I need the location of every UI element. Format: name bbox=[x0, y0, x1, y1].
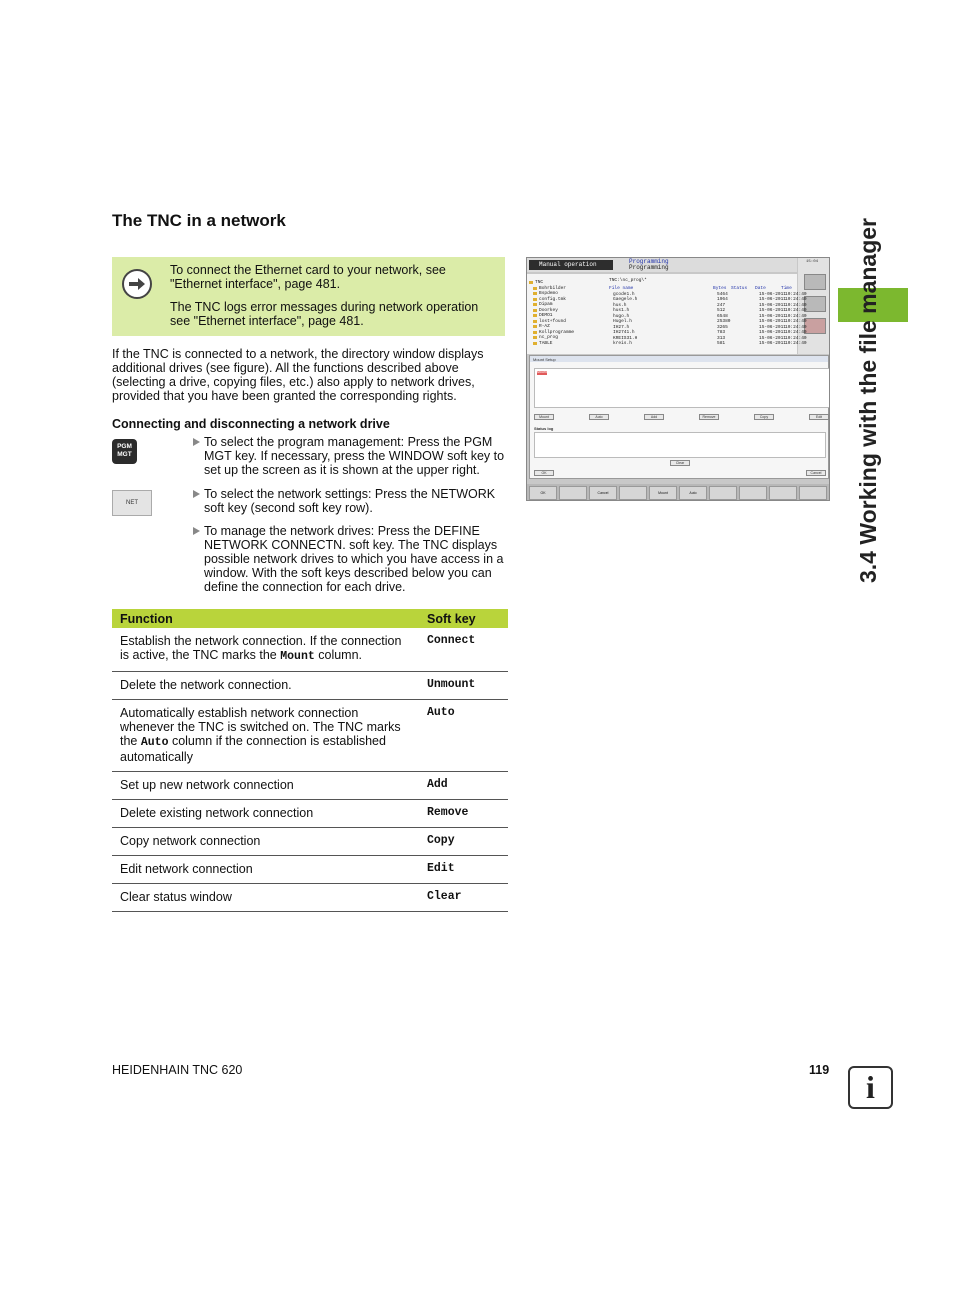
mount-setup-dialog bbox=[529, 355, 829, 479]
softkey[interactable] bbox=[679, 486, 707, 500]
dialog-button[interactable] bbox=[534, 414, 554, 420]
softkey-label: OK bbox=[540, 491, 546, 495]
mode-manual-operation: Manual operation bbox=[529, 260, 613, 270]
footer-product: HEIDENHAIN TNC 620 bbox=[112, 1063, 243, 1077]
softkey-label: Mount bbox=[658, 491, 668, 495]
mount-column-label: Mount bbox=[537, 370, 547, 374]
folder-icon bbox=[533, 336, 537, 339]
dialog-button[interactable] bbox=[589, 414, 609, 420]
file-list bbox=[609, 278, 807, 347]
tree-item-label: Bohrbilder bbox=[539, 285, 567, 291]
step-3-text: To manage the network drives: Press the DEFINE NETWORK CONNECTN. soft key. The TNC displays possible network drives to which you have access in a window. With the soft keys described below you can define the connection for each drive. bbox=[204, 524, 504, 594]
step-3 bbox=[193, 524, 509, 594]
function-description bbox=[112, 700, 419, 772]
dialog-button-label: Add bbox=[650, 415, 658, 419]
file-rows bbox=[609, 291, 807, 347]
softkey[interactable] bbox=[649, 486, 677, 500]
list-cell: hugo.h bbox=[613, 313, 630, 319]
list-cell: hus.h bbox=[613, 302, 627, 308]
ok-button[interactable] bbox=[534, 470, 554, 476]
table-row bbox=[112, 628, 508, 672]
inline-code: Auto bbox=[140, 736, 169, 749]
list-cell: 15-06-2011 bbox=[759, 341, 787, 346]
function-description bbox=[112, 628, 419, 672]
net-softkey-label: NET bbox=[126, 500, 138, 506]
list-cell: 512 bbox=[717, 308, 726, 313]
folder-icon bbox=[533, 303, 537, 306]
softkey[interactable] bbox=[709, 486, 737, 500]
list-cell: 10:24:40 bbox=[785, 319, 807, 324]
function-text: Copy network connection bbox=[120, 834, 261, 848]
folder-icon bbox=[529, 281, 533, 284]
dialog-button[interactable] bbox=[699, 414, 719, 420]
tree-item-label: Dipam bbox=[539, 302, 553, 307]
list-cell: 15-06-2011 bbox=[759, 313, 787, 319]
function-description bbox=[112, 772, 419, 800]
tree-item-label: Doorkey bbox=[539, 307, 558, 313]
dialog-title: Mount Setup bbox=[533, 357, 556, 362]
tree-item-label: TNC bbox=[535, 280, 544, 285]
cancel-button[interactable] bbox=[806, 470, 826, 476]
step-2 bbox=[193, 487, 509, 515]
folder-icon bbox=[533, 342, 537, 345]
list-cell: Gaegele.h bbox=[613, 297, 638, 302]
step-1-text: To select the program management: Press the PGM MGT key. If necessary, press the WINDOW soft key to set up the screen as it is shown at the upper right. bbox=[204, 435, 505, 477]
softkey-function-table bbox=[112, 609, 508, 912]
tree-item-label: Kollprogramme bbox=[539, 329, 575, 335]
list-column-header: Bytes bbox=[713, 285, 727, 291]
list-cell: 313 bbox=[717, 335, 726, 341]
step-arrow-icon bbox=[193, 490, 200, 498]
dialog-button-label: Auto bbox=[595, 415, 603, 419]
function-text: Automatically establish network connection whenever the TNC is switched on. The TNC marks the bbox=[120, 706, 401, 748]
list-cell: 15-06-2011 bbox=[759, 302, 787, 308]
function-text: Establish the network connection. If the connection is active, the TNC marks the bbox=[120, 634, 402, 662]
list-cell: IH2741.h bbox=[613, 330, 635, 335]
list-cell: 10:24:40 bbox=[785, 302, 807, 308]
list-cell: 15-06-2011 bbox=[759, 297, 787, 302]
function-text: Clear status window bbox=[120, 890, 232, 904]
table-row bbox=[112, 884, 508, 912]
step-arrow-icon bbox=[193, 527, 200, 535]
dialog-button[interactable] bbox=[809, 414, 829, 420]
dialog-button-label: Edit bbox=[815, 415, 823, 419]
list-cell: 15-06-2011 bbox=[759, 308, 787, 313]
list-cell: 10:24:40 bbox=[785, 308, 807, 313]
section-title: The TNC in a network bbox=[112, 211, 286, 230]
subheading: Connecting and disconnecting a network drive bbox=[112, 417, 390, 431]
tree-item-label: config.tmk bbox=[539, 296, 567, 302]
softkey[interactable] bbox=[769, 486, 797, 500]
arrow-right-icon bbox=[122, 269, 152, 299]
list-cell: 5464 bbox=[717, 291, 728, 297]
softkey-name: Remove bbox=[419, 800, 508, 828]
softkey-name: Clear bbox=[419, 884, 508, 912]
net-softkey[interactable] bbox=[112, 490, 152, 516]
softkey[interactable] bbox=[529, 486, 557, 500]
folder-icon bbox=[533, 320, 537, 323]
table-row bbox=[112, 700, 508, 772]
function-text: Delete existing network connection bbox=[120, 806, 314, 820]
table-row bbox=[112, 856, 508, 884]
list-cell: 10:24:40 bbox=[785, 335, 807, 341]
folder-icon bbox=[533, 287, 537, 290]
table-row bbox=[112, 772, 508, 800]
softkey-label: Cancel bbox=[597, 491, 609, 495]
function-text: Set up new network connection bbox=[120, 778, 294, 792]
list-cell: hus1.h bbox=[613, 308, 630, 313]
function-description bbox=[112, 672, 419, 700]
dialog-button[interactable] bbox=[644, 414, 664, 420]
list-cell: kreis.h bbox=[613, 341, 632, 346]
table-header-function: Function bbox=[112, 609, 419, 628]
info-icon bbox=[848, 1066, 893, 1109]
dialog-title-bar bbox=[530, 356, 828, 362]
list-cell: 6548 bbox=[717, 313, 728, 319]
softkey-row bbox=[527, 484, 830, 501]
panel-icon bbox=[804, 274, 826, 290]
tree-item-label: TABLE bbox=[539, 340, 553, 346]
folder-icon bbox=[533, 292, 537, 295]
list-cell: 10:24:40 bbox=[785, 313, 807, 319]
softkey[interactable] bbox=[589, 486, 617, 500]
list-cell: 3265 bbox=[717, 324, 728, 330]
tree-item-label: lost+found bbox=[539, 318, 567, 324]
step-arrow-icon bbox=[193, 438, 200, 446]
softkey-name: Add bbox=[419, 772, 508, 800]
list-cell: 783 bbox=[717, 330, 726, 335]
note-box bbox=[112, 257, 505, 336]
tree-item-label: DEMO1 bbox=[539, 313, 553, 318]
softkey[interactable] bbox=[739, 486, 767, 500]
pgm-mgt-key-label: PGM MGT bbox=[117, 443, 132, 458]
list-cell: 10:24:40 bbox=[785, 324, 807, 330]
list-cell: gcode1.h bbox=[613, 291, 635, 297]
dialog-button[interactable] bbox=[754, 414, 774, 420]
inline-code: Mount bbox=[280, 650, 315, 663]
list-cell: IH27.h bbox=[613, 324, 630, 330]
function-description bbox=[112, 828, 419, 856]
softkey-name: Connect bbox=[419, 628, 508, 672]
tree-item-label: nc_prog bbox=[539, 335, 558, 340]
status-log bbox=[534, 432, 826, 458]
table-row bbox=[112, 672, 508, 700]
list-cell: 10:24:40 bbox=[785, 341, 807, 346]
list-cell: 15-06-2011 bbox=[759, 291, 787, 297]
list-cell: 581 bbox=[717, 341, 726, 346]
list-cell: 1964 bbox=[717, 297, 728, 302]
intro-paragraph: If the TNC is connected to a network, the directory window displays additional drives (see figure). All the functions described above (selecting a drive, copying files, etc.) also apply to network drives, provided that you have been granted the corresponding rights. bbox=[112, 347, 484, 403]
list-cell: 10:24:40 bbox=[785, 291, 807, 297]
softkey[interactable] bbox=[559, 486, 587, 500]
softkey[interactable] bbox=[619, 486, 647, 500]
ok-button-label: OK bbox=[541, 471, 547, 475]
cancel-button-label: Cancel bbox=[810, 471, 822, 475]
folder-icon bbox=[533, 325, 537, 328]
list-cell: 15-06-2011 bbox=[759, 324, 787, 330]
function-description bbox=[112, 884, 419, 912]
list-column-header: File name bbox=[609, 285, 634, 291]
clear-button[interactable] bbox=[670, 460, 690, 466]
list-cell: 15-06-2011 bbox=[759, 319, 787, 324]
step-1 bbox=[193, 435, 509, 477]
function-description bbox=[112, 800, 419, 828]
softkey-name: Unmount bbox=[419, 672, 508, 700]
screen-top-bar bbox=[527, 258, 797, 272]
dialog-button-label: Copy bbox=[759, 415, 769, 419]
list-column-header: Date bbox=[755, 285, 766, 291]
list-column-header: Status bbox=[731, 285, 748, 291]
table-row bbox=[112, 828, 508, 856]
folder-icon bbox=[533, 331, 537, 334]
softkey-name: Edit bbox=[419, 856, 508, 884]
info-glyph: i bbox=[866, 1069, 875, 1105]
function-text: column if the connection is established automatically bbox=[120, 734, 386, 764]
list-cell: 10:24:40 bbox=[785, 297, 807, 302]
mode-programming bbox=[619, 259, 749, 271]
function-text: Delete the network connection. bbox=[120, 678, 292, 692]
softkey-label: Auto bbox=[689, 491, 697, 495]
table-header-softkey: Soft key bbox=[419, 609, 508, 628]
table-row bbox=[112, 800, 508, 828]
function-description bbox=[112, 856, 419, 884]
file-path: TNC:\nc_prog\* bbox=[609, 278, 647, 283]
page-number: 119 bbox=[809, 1063, 830, 1077]
mode-programming-sub: Programming bbox=[629, 264, 669, 271]
mount-table[interactable] bbox=[534, 368, 830, 408]
tree-item-label: R-AZ bbox=[539, 324, 550, 329]
note-text-1: To connect the Ethernet card to your network, see "Ethernet interface", page 481. bbox=[170, 263, 446, 291]
function-text: Edit network connection bbox=[120, 862, 253, 876]
clear-button-label: Clear bbox=[675, 461, 685, 465]
panel-icon bbox=[804, 296, 826, 312]
pgm-mgt-key[interactable] bbox=[112, 439, 137, 464]
list-cell: 15-06-2011 bbox=[759, 330, 787, 335]
step-2-text: To select the network settings: Press the NETWORK soft key (second soft key row). bbox=[204, 487, 496, 515]
list-cell: 15-06-2011 bbox=[759, 335, 787, 341]
folder-icon bbox=[533, 314, 537, 317]
chapter-tab-title bbox=[843, 215, 883, 585]
panel-icon bbox=[804, 318, 826, 334]
tree-item[interactable] bbox=[529, 341, 607, 347]
list-cell: 25380 bbox=[717, 319, 731, 324]
mode-programming-label: Programming bbox=[629, 258, 669, 265]
function-text: column. bbox=[314, 648, 363, 662]
list-column-header: Time bbox=[781, 285, 792, 291]
tree-item-label: Bspdemo bbox=[539, 291, 558, 296]
dialog-button-label: Mount bbox=[539, 415, 549, 419]
list-item[interactable] bbox=[609, 341, 807, 347]
directory-tree bbox=[529, 280, 607, 346]
dialog-button-label: Remove bbox=[702, 415, 716, 419]
folder-icon bbox=[533, 309, 537, 312]
screen-clock: 15:04 bbox=[806, 260, 819, 264]
softkey-name: Auto bbox=[419, 700, 508, 772]
list-cell: 10:24:40 bbox=[785, 330, 807, 335]
list-cell: Hugel.h bbox=[613, 319, 632, 324]
file-window bbox=[527, 274, 807, 354]
svg-text:3.4 Working with the file mana: 3.4 Working with the file manager bbox=[855, 217, 881, 583]
list-cell: 247 bbox=[717, 302, 726, 308]
softkey[interactable] bbox=[799, 486, 827, 500]
folder-icon bbox=[533, 298, 537, 301]
tnc-screen-figure bbox=[526, 257, 830, 501]
list-cell: KREIS31.H bbox=[613, 335, 638, 341]
note-text-2: The TNC logs error messages during network operation see "Ethernet interface", page 481. bbox=[170, 300, 479, 328]
softkey-name: Copy bbox=[419, 828, 508, 856]
status-log-label: Status log bbox=[534, 426, 554, 431]
